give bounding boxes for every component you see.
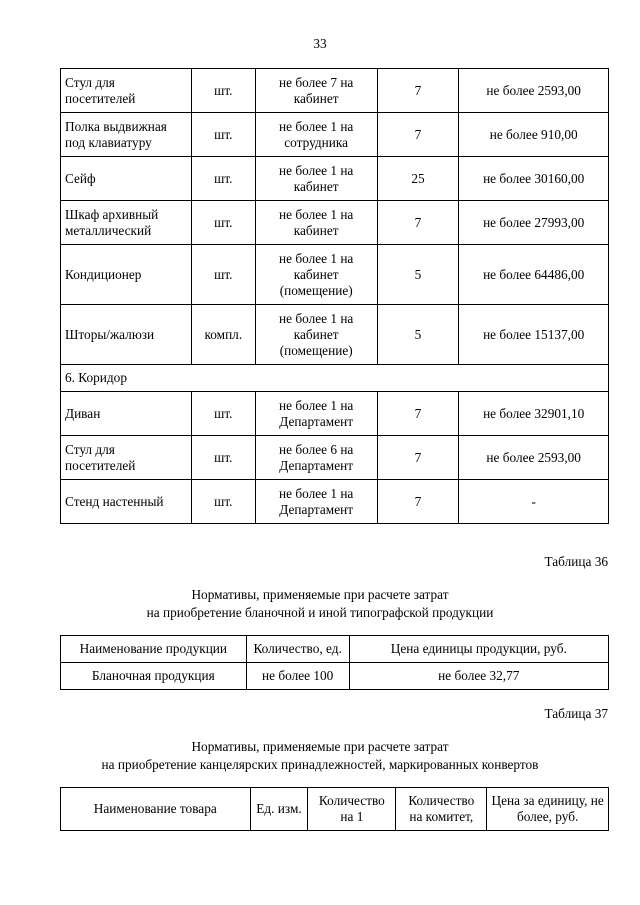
item-name: Полка выдвижная под клавиатуру: [61, 113, 192, 157]
item-unit: шт.: [191, 392, 255, 436]
item-unit: шт.: [191, 157, 255, 201]
item-norm: не более 1 на кабинет (помещение): [255, 305, 377, 365]
item-name: Стенд настенный: [61, 480, 192, 524]
item-norm: не более 1 на кабинет: [255, 201, 377, 245]
item-name: Кондиционер: [61, 245, 192, 305]
table-row: [61, 69, 609, 113]
item-price: -: [459, 480, 609, 524]
item-norm: не более 1 на кабинет: [255, 157, 377, 201]
furniture-table: [60, 68, 609, 524]
table-row: [61, 436, 609, 480]
item-norm: не более 6 на Департамент: [255, 436, 377, 480]
item-unit: шт.: [191, 113, 255, 157]
table37-label: Таблица 37: [544, 706, 608, 721]
table-row: [61, 113, 609, 157]
item-price: не более 2593,00: [459, 69, 609, 113]
table37-header-name: Наименование товара: [61, 788, 251, 831]
item-name: Стул для посетителей: [61, 69, 192, 113]
item-qty: 7: [377, 480, 459, 524]
item-unit: шт.: [191, 69, 255, 113]
item-price: не более 64486,00: [459, 245, 609, 305]
page-number: 33: [313, 36, 327, 51]
table36-cell-name: Бланочная продукция: [61, 663, 247, 690]
item-qty: 5: [377, 305, 459, 365]
section-title: 6. Коридор: [61, 365, 609, 392]
table-row: [61, 305, 609, 365]
table37-header-qty-per: Количество на 1: [308, 788, 396, 831]
table36-title-line1: Нормативы, применяемые при расчете затрат: [191, 587, 449, 602]
table36: [60, 635, 609, 690]
item-qty: 7: [377, 392, 459, 436]
table37-header-unit: Ед. изм.: [250, 788, 308, 831]
item-unit: шт.: [191, 436, 255, 480]
table37-title-line1: Нормативы, применяемые при расчете затрат: [191, 739, 449, 754]
table36-title-line2: на приобретение бланочной и иной типографской продукции: [146, 605, 494, 620]
table-row: [61, 245, 609, 305]
item-norm: не более 1 на кабинет (помещение): [255, 245, 377, 305]
table36-cell-price: не более 32,77: [349, 663, 608, 690]
item-price: не более 27993,00: [459, 201, 609, 245]
table-row: [61, 157, 609, 201]
item-price: не более 910,00: [459, 113, 609, 157]
item-norm: не более 1 на Департамент: [255, 480, 377, 524]
item-qty: 7: [377, 113, 459, 157]
item-unit: шт.: [191, 201, 255, 245]
table36-header-price: Цена единицы продукции, руб.: [349, 636, 608, 663]
item-price: не более 15137,00: [459, 305, 609, 365]
table37-header-qty-committee: Количество на комитет,: [396, 788, 487, 831]
table-row: [61, 480, 609, 524]
item-name: Шторы/жалюзи: [61, 305, 192, 365]
item-qty: 5: [377, 245, 459, 305]
item-name: Шкаф архивный металлический: [61, 201, 192, 245]
item-unit: шт.: [191, 245, 255, 305]
table-row: [61, 392, 609, 436]
item-norm: не более 1 на Департамент: [255, 392, 377, 436]
item-qty: 7: [377, 69, 459, 113]
item-unit: компл.: [191, 305, 255, 365]
table37-title-line2: на приобретение канцелярских принадлежностей, маркированных конвертов: [101, 757, 539, 772]
item-price: не более 2593,00: [459, 436, 609, 480]
item-price: не более 30160,00: [459, 157, 609, 201]
table36-cell-qty: не более 100: [246, 663, 349, 690]
item-norm: не более 1 на сотрудника: [255, 113, 377, 157]
table37-header-price: Цена за единицу, не более, руб.: [487, 788, 609, 831]
table36-label: Таблица 36: [544, 554, 608, 569]
item-name: Стул для посетителей: [61, 436, 192, 480]
item-price: не более 32901,10: [459, 392, 609, 436]
item-qty: 7: [377, 436, 459, 480]
item-name: Диван: [61, 392, 192, 436]
table-row: [61, 201, 609, 245]
item-qty: 7: [377, 201, 459, 245]
item-name: Сейф: [61, 157, 192, 201]
item-norm: не более 7 на кабинет: [255, 69, 377, 113]
table36-header-qty: Количество, ед.: [246, 636, 349, 663]
item-qty: 25: [377, 157, 459, 201]
table37: [60, 787, 609, 831]
table36-header-name: Наименование продукции: [61, 636, 247, 663]
item-unit: шт.: [191, 480, 255, 524]
section-row: [61, 365, 609, 392]
